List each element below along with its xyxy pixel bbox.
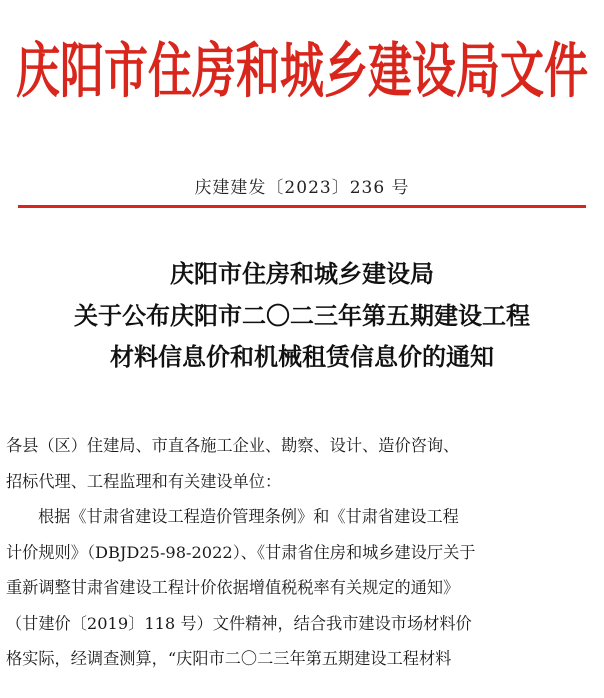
body-line-salutation-1: 各县（区）住建局、市直各施工企业、勘察、设计、造价咨询、 [6,436,460,455]
body-line: 计价规则》（DBJD25-98-2022）、《甘肃省住房和城乡建设厅关于 [6,542,476,562]
body-line: 格实际，经调查测算，“庆阳市二〇二三年第五期建设工程材料 [6,649,452,668]
red-divider-line [18,205,586,208]
notice-title-line-1: 庆阳市住房和城乡建设局 [170,259,434,288]
notice-title-line-2: 关于公布庆阳市二〇二三年第五期建设工程 [74,301,530,330]
notice-body [0,428,604,677]
masthead-title: 庆阳市住房和城乡建设局文件 [16,37,588,107]
body-line-paragraph-start: 根据《甘肃省建设工程造价管理条例》和《甘肃省建设工程 [38,507,459,526]
body-line-salutation-2: 招标代理、工程监理和有关建设单位： [6,471,282,491]
document-number: 庆建建发〔2023〕236 号 [194,178,410,198]
body-line: 重新调整甘肃省建设工程计价依据增值税税率有关规定的通知》 [6,578,460,597]
body-line: （甘建价〔2019〕118 号）文件精神，结合我市建设市场材料价 [6,613,472,633]
notice-title-line-3: 材料信息价和机械租赁信息价的通知 [110,342,494,371]
